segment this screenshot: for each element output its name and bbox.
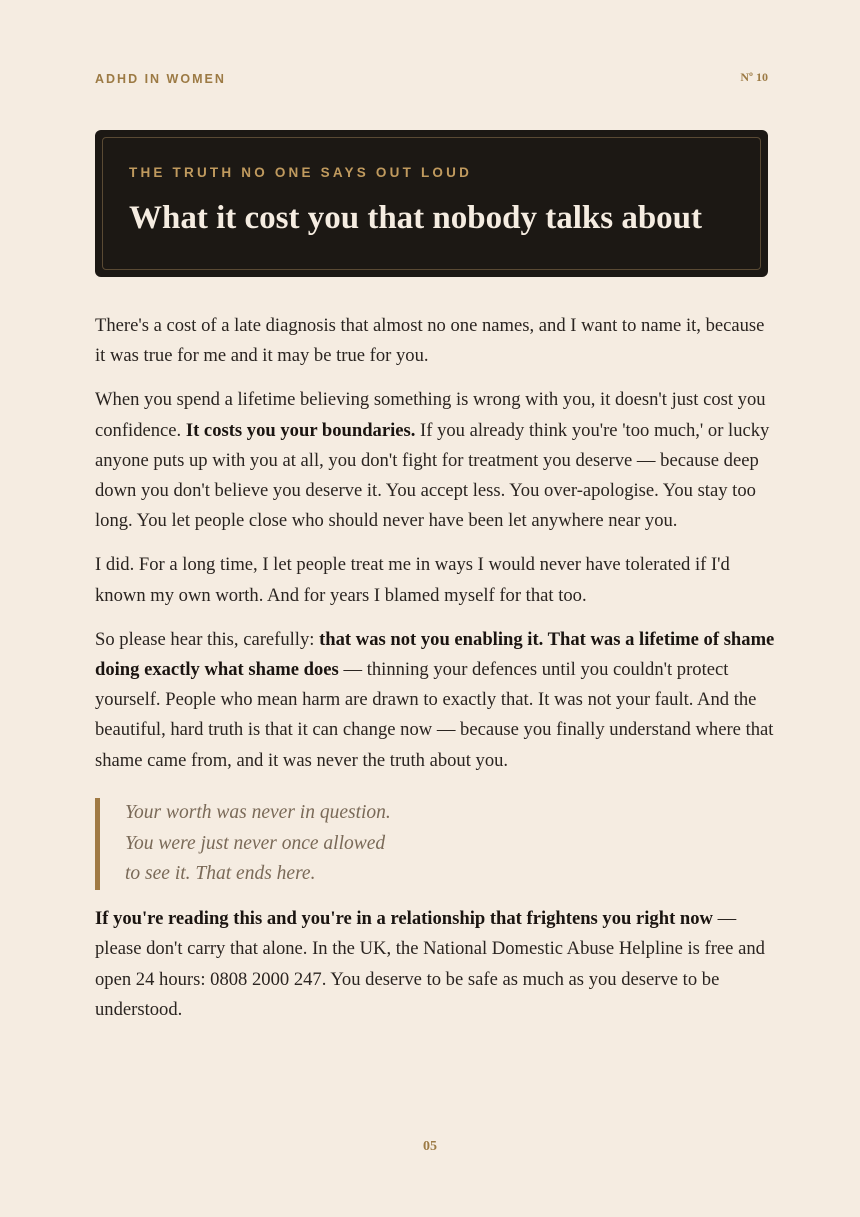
paragraph-boundaries [95, 385, 775, 536]
article-body [95, 311, 775, 1039]
paragraph-text: — please don't carry that alone. In the UK, the National Domestic Abuse Helpline is free and open 24 hours: 0808 2000 247. You deserve to be safe as much as you deserve to be understood. [95, 908, 765, 1020]
paragraph-text: I did. For a long time, I let people treat me in ways I would never have tolerated if I'd known my own worth. And for years I blamed myself for that too. [95, 554, 730, 606]
pullquote-line: Your worth was never in question. [125, 801, 391, 823]
paragraph-helpline [95, 904, 775, 1025]
paragraph-shame [95, 625, 775, 776]
page-number: 05 [423, 1139, 437, 1154]
paragraph-text: — thinning your defences until you couldn't protect yourself. People who mean harm are drawn to exactly that. It was not your fault. And the beautiful, hard truth is that it can change now — because you finally understand where that shame came from, and it was never the truth about you. [95, 659, 774, 771]
paragraph-emphasis: that was not you enabling it. That was a lifetime of shame doing exactly what shame does [95, 628, 775, 681]
paragraph-text: There's a cost of a late diagnosis that almost no one names, and I want to name it, because it was true for me and it may be true for you. [95, 315, 765, 367]
pullquote-line: to see it. That ends here. [125, 863, 316, 885]
issue-number: Nº 10 [740, 70, 768, 84]
kicker: THE TRUTH NO ONE SAYS OUT LOUD [129, 165, 473, 180]
running-head: ADHD IN WOMEN [95, 72, 226, 86]
paragraph-did [95, 550, 775, 610]
paragraph-emphasis: If you're reading this and you're in a relationship that frightens you right now [95, 908, 713, 930]
paragraph-text: When you spend a lifetime believing something is wrong with you, it doesn't just cost you confidence. [95, 389, 766, 441]
paragraph-text: So please hear this, carefully: [95, 628, 320, 650]
pullquote [95, 798, 775, 890]
paragraph-intro [95, 311, 775, 371]
paragraph-emphasis: It costs you your boundaries. [185, 419, 416, 441]
pullquote-line: You were just never once allowed [125, 832, 386, 854]
paragraph-text: If you already think you're 'too much,' or lucky anyone puts up with you at all, you don't fight for treatment you deserve — because deep down you don't believe you deserve it. You accept less. You over-apologise. You stay too long. You let people close who should never have been let anywhere near you. [95, 419, 770, 532]
page-title: What it cost you that nobody talks about [129, 200, 703, 236]
title-box [95, 130, 768, 277]
